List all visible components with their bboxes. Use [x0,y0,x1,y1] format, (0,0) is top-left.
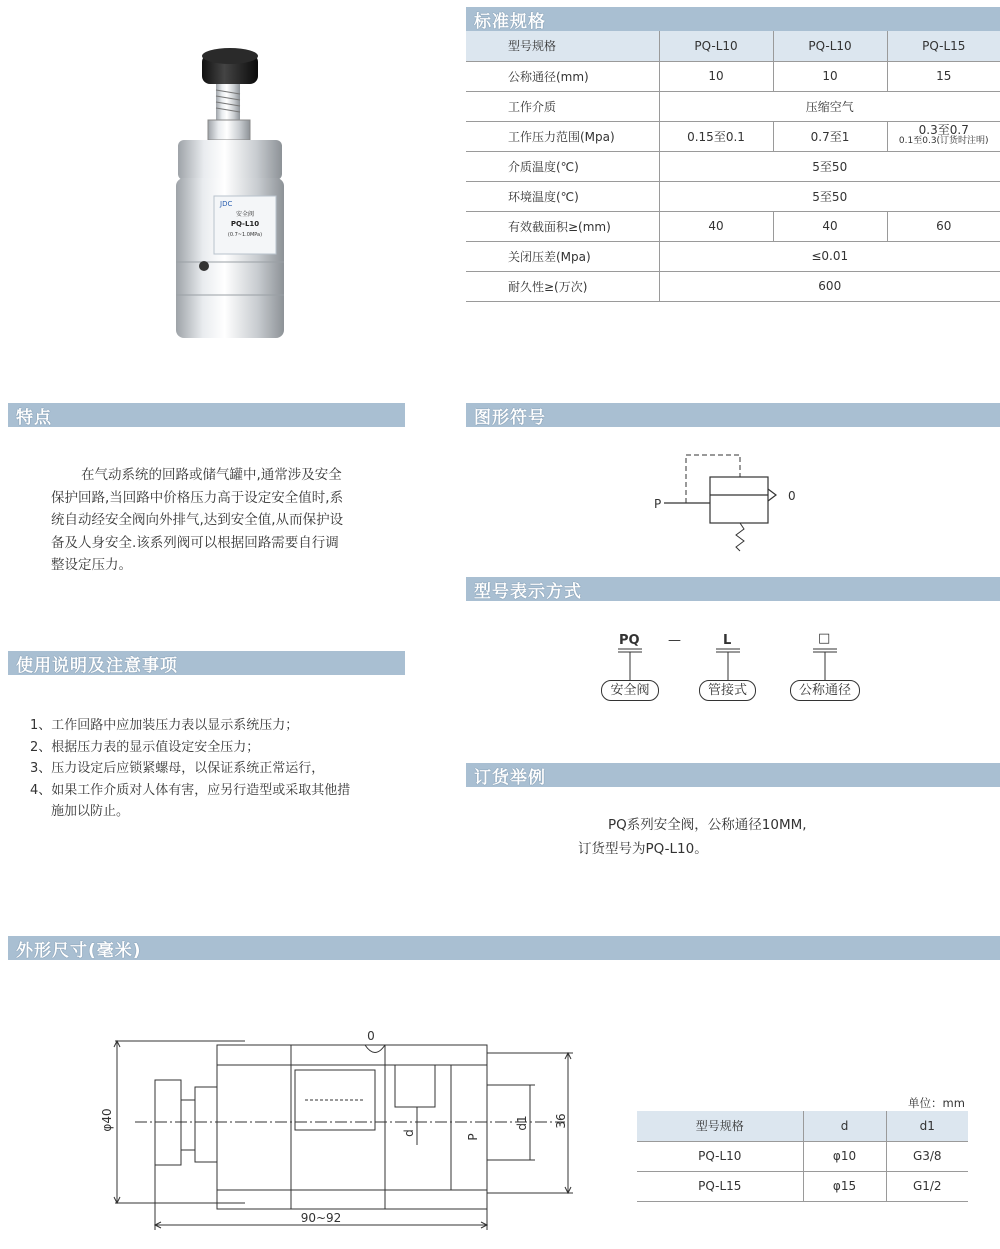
section-title-symbol: 图形符号 [474,407,546,428]
spec-row [466,271,1000,301]
spec-row [466,61,1000,91]
photo-brand: JDC [220,200,233,208]
spec-cell: 5至50 [659,151,1000,181]
spec-row [466,151,1000,181]
features-line: 保护回路,当回路中价格压力高于设定安全值时,系 [51,489,344,506]
spec-row [466,121,1000,151]
drawing-d-label: d [402,1129,416,1137]
usage-note: 3、压力设定后应锁紧螺母，以保证系统正常运行， [30,761,325,776]
dims-cell: G3/8 [886,1141,968,1171]
features-line: 在气动系统的回路或储气罐中,通常涉及安全 [81,467,342,483]
spec-cell: 60 [887,211,1000,241]
spec-cell: 0.7至1 [773,121,887,151]
photo-name: 安全阀 [235,211,255,218]
model-code-label-bore: 公称通径 [790,680,860,701]
spec-row [466,181,1000,211]
section-bar-features [8,403,405,427]
model-code-bore: □ [818,631,831,646]
spec-cell: 15 [887,61,1000,91]
model-code-label-valve: 安全阀 [601,680,659,701]
spec-label: 工作压力范围(Mpa) [466,121,659,151]
drawing-o-label: 0 [367,1029,375,1043]
spec-cell: 10 [773,61,887,91]
photo-model: PQ-L10 [230,220,260,228]
drawing-length-label: 90~92 [300,1211,342,1225]
spec-row [466,91,1000,121]
model-code-pq: PQ [619,633,640,648]
spec-cell: 40 [773,211,887,241]
spec-cell: 压缩空气 [659,91,1000,121]
spec-cell: 40 [659,211,773,241]
spec-cell-note: 0.1至0.3(订货时注明) [898,136,989,146]
spec-label: 关闭压差(Mpa) [466,241,659,271]
section-title-spec: 标准规格 [474,11,546,32]
section-bar-usage [8,651,405,675]
spec-label: 环境温度(℃) [466,181,659,211]
spec-cell: 5至50 [659,181,1000,211]
spec-header-cell: 型号规格 [466,31,659,61]
dims-cell: PQ-L15 [637,1171,803,1201]
spec-row [466,211,1000,241]
spec-cell-main: 0.3至0.7 [918,123,969,137]
spec-cell: 0.15至0.1 [659,121,773,151]
symbol-o-label: 0 [788,489,796,503]
dims-header-cell: d [803,1111,886,1141]
features-line: 备及人身安全.该系列阀可以根据回路需要自行调 [51,534,339,551]
section-bar-order [466,763,1000,787]
dims-cell: G1/2 [886,1171,968,1201]
dims-cell: φ15 [803,1171,886,1201]
section-title-features: 特点 [16,407,52,428]
spec-cell: ≤0.01 [659,241,1000,271]
dims-table [637,1111,968,1202]
model-code-l: L [723,633,732,648]
spec-label: 公称通径(mm) [466,61,659,91]
spec-label: 耐久性≥(万次) [466,271,659,301]
section-bar-spec [466,7,1000,31]
dims-cell: PQ-L10 [637,1141,803,1171]
drawing-36-label: 36 [554,1113,568,1129]
order-line: 订货型号为PQ-L10。 [578,841,708,857]
features-line: 整设定压力。 [51,557,132,573]
drawing-p-label: P [466,1133,480,1141]
spec-cell: 600 [659,271,1000,301]
usage-notes [30,715,350,823]
usage-note: 1、工作回路中应加装压力表以显示系统压力； [30,718,299,733]
product-photo [150,40,310,350]
spec-label: 介质温度(℃) [466,151,659,181]
dims-header-cell: 型号规格 [637,1111,803,1141]
features-paragraph [51,464,343,577]
spec-header-cell: PQ-L10 [773,31,887,61]
dimension-drawing [95,1025,595,1240]
dims-cell: φ10 [803,1141,886,1171]
model-code-label-connection: 管接式 [699,680,756,701]
spec-cell [887,121,1000,151]
spec-label: 有效截面积≥(mm) [466,211,659,241]
spec-label: 工作介质 [466,91,659,121]
model-code-dash: — [668,633,681,648]
dims-header-row [637,1111,968,1141]
section-title-model: 型号表示方式 [474,581,582,602]
spec-cell: 10 [659,61,773,91]
dims-row [637,1171,968,1201]
photo-range: (0.7~1.0MPa) [227,232,263,238]
symbol-p-label: P [654,497,662,511]
usage-note: 4、如果工作介质对人体有害，应另行造型或采取其他措 [30,782,351,798]
spec-header-cell: PQ-L15 [887,31,1000,61]
drawing-d1-label: d1 [515,1115,529,1131]
section-bar-model [466,577,1000,601]
dims-row [637,1141,968,1171]
section-title-order: 订货举例 [474,767,546,788]
spec-header-cell: PQ-L10 [659,31,773,61]
spec-table [466,31,1000,302]
order-line: PQ系列安全阀，公称通径10MM, [608,817,807,833]
section-bar-symbol [466,403,1000,427]
dims-unit: 单位：mm [908,1096,965,1110]
dims-header-cell: d1 [886,1111,968,1141]
section-title-dims: 外形尺寸(毫米) [16,940,142,961]
order-paragraph [578,813,807,861]
drawing-phi40-label: φ40 [100,1108,114,1132]
spec-header-row [466,31,1000,61]
features-line: 统自动经安全阀向外排气,达到安全值,从而保护设 [51,512,344,528]
section-bar-dims [8,936,1000,960]
usage-note: 施加以防止。 [51,804,130,819]
section-title-usage: 使用说明及注意事项 [16,655,178,676]
pneumatic-symbol [640,445,820,560]
usage-note: 2、根据压力表的显示值设定安全压力； [30,739,260,755]
spec-row [466,241,1000,271]
